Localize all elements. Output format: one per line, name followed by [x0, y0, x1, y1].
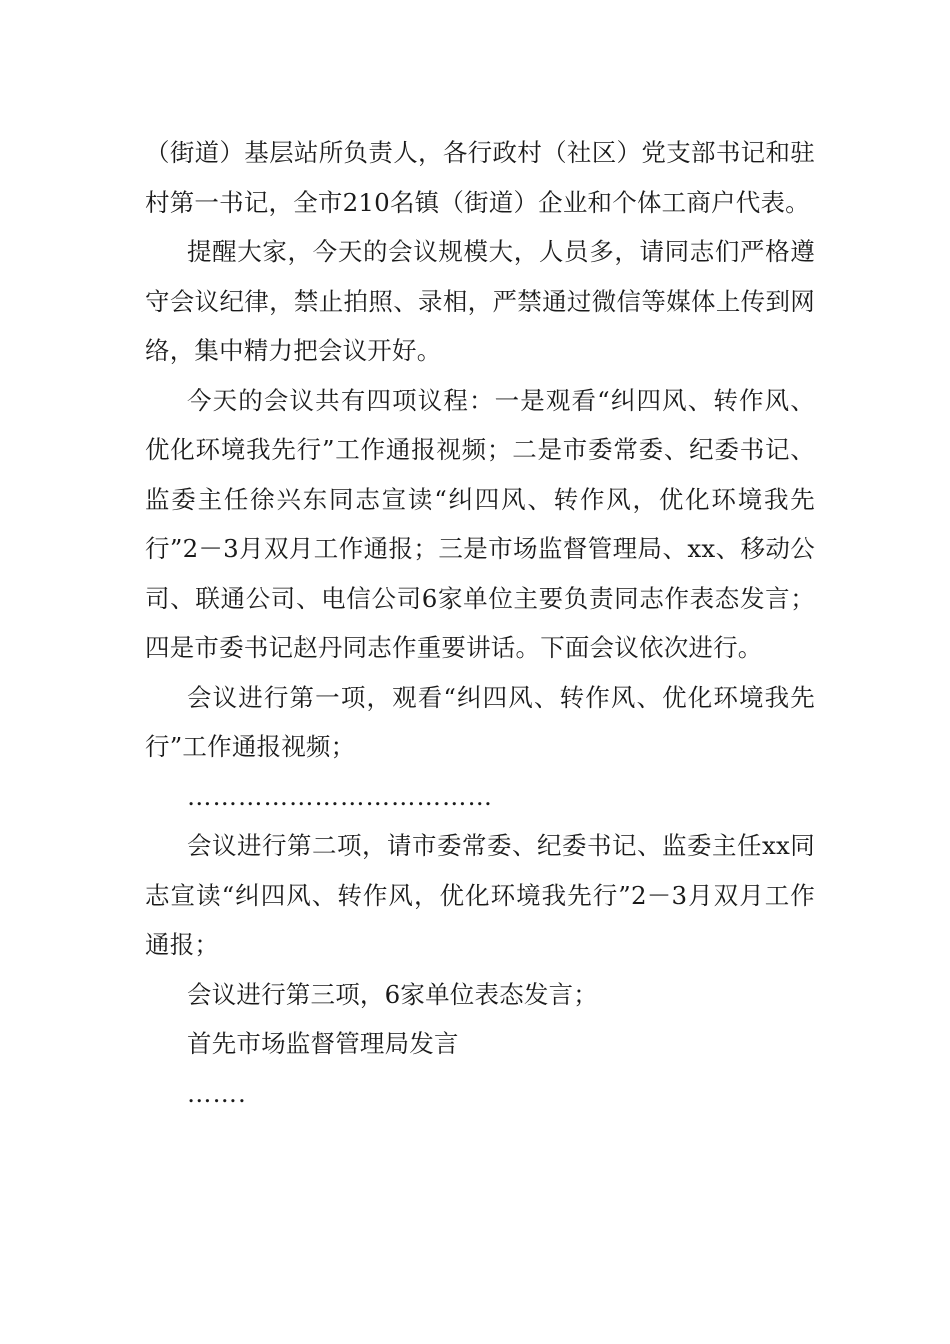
paragraph-item-two: 会议进行第二项，请市委常委、纪委书记、监委主任xx同志宣读“纠四风、转作风，优化环境我先行”2－3月双月工作通报； [145, 831, 815, 959]
paragraph-first-speaker: 首先市场监督管理局发言 [187, 1029, 459, 1058]
paragraph-discipline-reminder: 提醒大家，今天的会议规模大，人员多，请同志们严格遵守会议纪律，禁止拍照、录相，严禁通过微信等媒体上传到网络，集中精力把会议开好。 [145, 237, 815, 365]
paragraph-item-three: 会议进行第三项，6家单位表态发言； [187, 979, 598, 1009]
paragraph-item-one: 会议进行第一项，观看“纠四风、转作风、优化环境我先行”工作通报视频； [145, 682, 815, 761]
paragraph-agenda: 今天的会议共有四项议程：一是观看“纠四风、转作风、优化环境我先行”工作通报视频；二是市委常委、纪委书记、监委主任徐兴东同志宣读“纠四风、转作风，优化环境我先行”2－3月双月工作通报；三是市场监督管理局、xx、移动公司、联通公司、电信公司6家单位主要负责同志作表态发言；四是市委书记赵丹同志作重要讲话。下面会议依次进行。 [145, 385, 815, 662]
paragraph-attendees-continued: （街道）基层站所负责人，各行政村（社区）党支部书记和驻村第一书记，全市210名镇（街道）企业和个体工商户代表。 [145, 138, 815, 217]
document-body [145, 128, 815, 1118]
ellipsis-separator: ……………………………… [187, 781, 493, 811]
ellipsis-end: ……. [187, 1078, 247, 1108]
